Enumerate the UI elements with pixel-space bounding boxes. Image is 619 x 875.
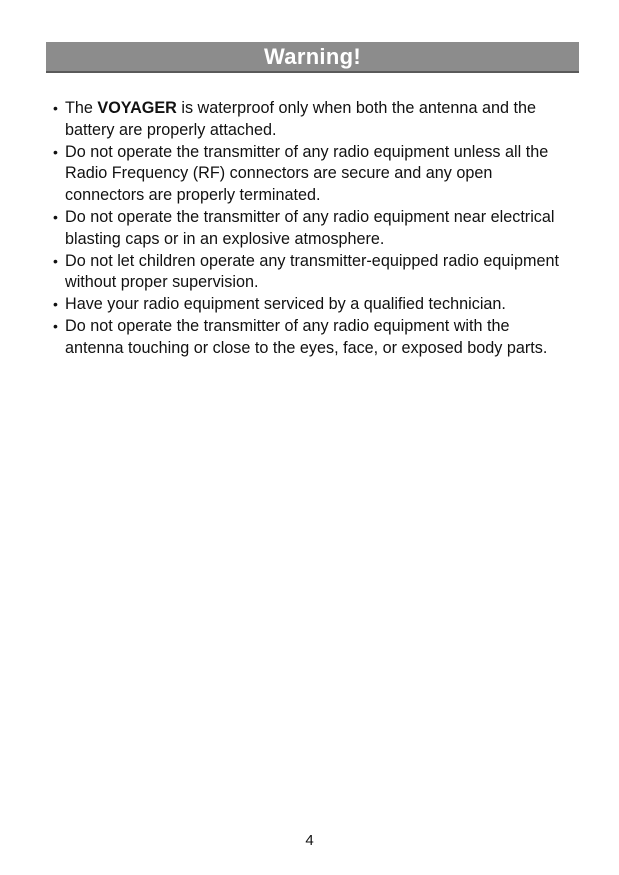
warning-text: Do not operate the transmitter of any radio equipment near electrical blasting caps or in an explosive atmosphere. [65,207,555,248]
warning-item-rf-connectors [53,142,569,207]
warning-banner [46,42,579,73]
page-number: 4 [305,832,314,849]
warning-text: Do not operate the transmitter of any radio equipment with the antenna touching or close to the eyes, face, or exposed body parts. [65,316,548,357]
bullet-icon: • [53,296,58,313]
bullet-icon: • [53,317,58,334]
bullet-icon: • [53,100,58,116]
warning-list [53,98,569,360]
warning-text: Do not operate the transmitter of any radio equipment unless all the Radio Frequency (RF) connectors are secure and any open connectors are properly terminated. [65,142,549,205]
warning-item-children [53,251,569,295]
text-prefix: The [65,99,98,117]
brand-name: VOYAGER [97,99,177,117]
warning-text [65,99,536,139]
warning-item-blasting-caps [53,207,569,251]
text-suffix: is waterproof only when both the antenna and the battery are properly attached. [65,99,536,139]
bullet-icon: • [53,252,58,269]
page-title: Warning! [264,43,361,69]
warning-item-waterproof [53,98,569,142]
warning-text: Do not let children operate any transmitter-equipped radio equipment without proper supervision. [65,251,560,292]
warning-text: Have your radio equipment serviced by a qualified technician. [65,295,506,314]
bullet-icon: • [53,208,58,225]
bullet-icon: • [53,143,58,160]
warning-item-antenna-contact [53,316,569,360]
warning-item-service [53,294,569,316]
